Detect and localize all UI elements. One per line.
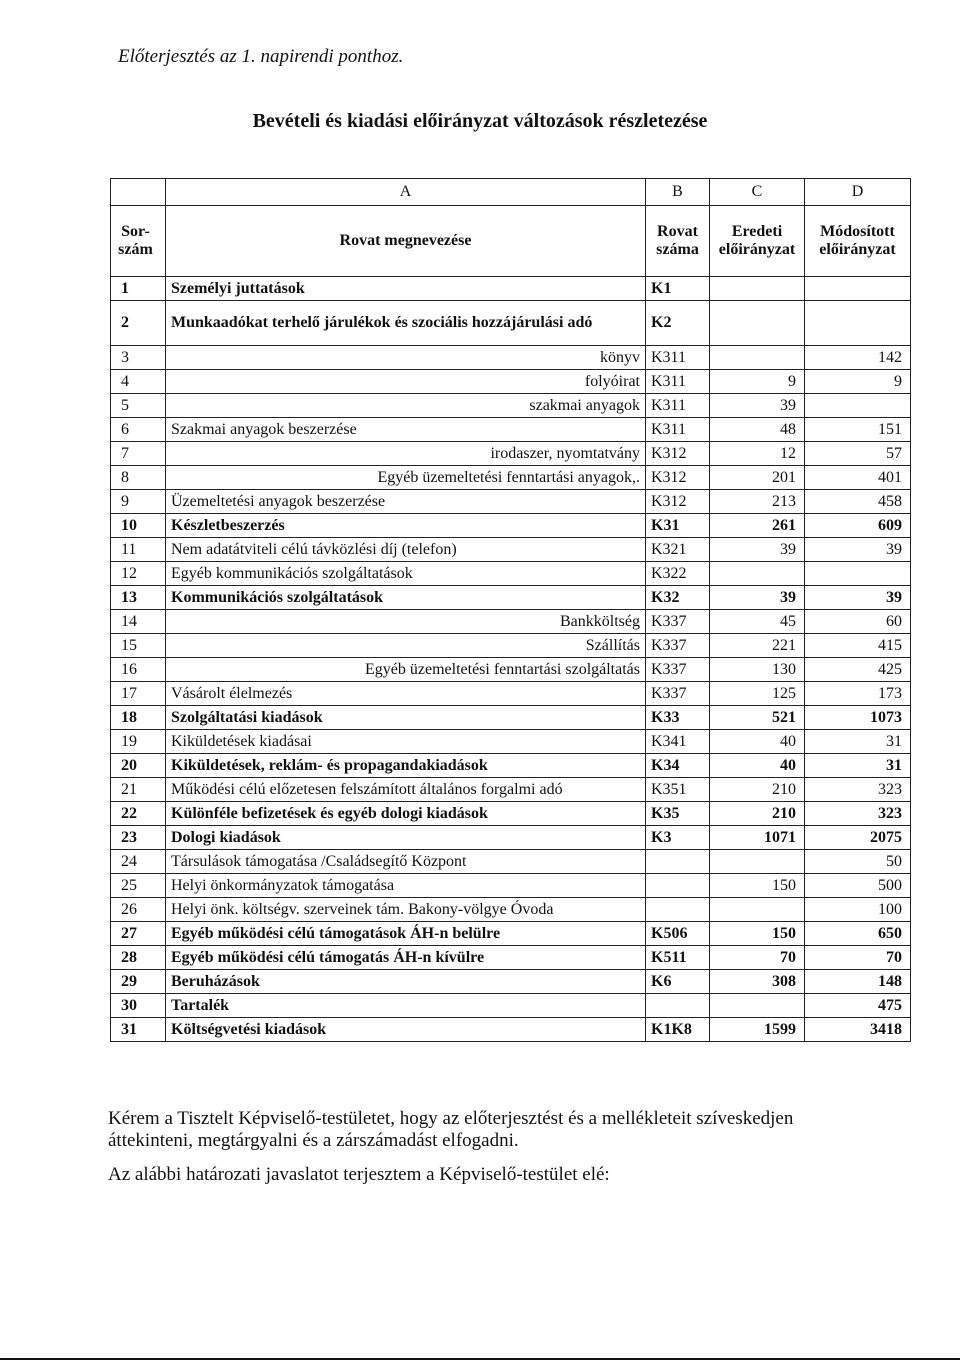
row-modified-value: 31 — [805, 730, 911, 754]
table-row — [111, 514, 911, 538]
row-serial: 12 — [111, 562, 166, 586]
row-modified-value — [805, 277, 911, 301]
row-item-name: szakmai anyagok — [166, 394, 646, 418]
row-original-value: 12 — [710, 442, 805, 466]
table-row — [111, 778, 911, 802]
row-item-code: K311 — [646, 370, 710, 394]
row-serial: 5 — [111, 394, 166, 418]
row-item-name: Kiküldetések kiadásai — [166, 730, 646, 754]
row-item-name: Vásárolt élelmezés — [166, 682, 646, 706]
row-modified-value: 458 — [805, 490, 911, 514]
column-letter: C — [710, 179, 805, 206]
row-item-name: Dologi kiadások — [166, 826, 646, 850]
row-serial: 25 — [111, 874, 166, 898]
row-original-value: 45 — [710, 610, 805, 634]
row-original-value: 521 — [710, 706, 805, 730]
column-letter — [111, 179, 166, 206]
row-item-code: K35 — [646, 802, 710, 826]
row-modified-value: 39 — [805, 586, 911, 610]
row-item-code: K351 — [646, 778, 710, 802]
row-item-name: Szállítás — [166, 634, 646, 658]
row-item-name: Szakmai anyagok beszerzése — [166, 418, 646, 442]
row-original-value: 40 — [710, 730, 805, 754]
row-item-code — [646, 898, 710, 922]
row-item-name: Nem adatátviteli célú távközlési díj (telefon) — [166, 538, 646, 562]
table-row — [111, 490, 911, 514]
row-item-name: irodaszer, nyomtatvány — [166, 442, 646, 466]
row-item-name: Bankköltség — [166, 610, 646, 634]
table-row — [111, 586, 911, 610]
row-serial: 28 — [111, 946, 166, 970]
row-original-value — [710, 562, 805, 586]
table-row — [111, 754, 911, 778]
row-item-code: K2 — [646, 301, 710, 346]
row-original-value: 130 — [710, 658, 805, 682]
row-item-code: K1K8 — [646, 1018, 710, 1042]
row-original-value: 201 — [710, 466, 805, 490]
row-item-name: Helyi önk. költségv. szerveinek tám. Bakony-völgye Óvoda — [166, 898, 646, 922]
row-item-name: Kommunikációs szolgáltatások — [166, 586, 646, 610]
row-modified-value: 323 — [805, 802, 911, 826]
row-modified-value: 415 — [805, 634, 911, 658]
row-modified-value: 39 — [805, 538, 911, 562]
row-item-code: K506 — [646, 922, 710, 946]
table-row — [111, 301, 911, 346]
row-serial: 30 — [111, 994, 166, 1018]
row-item-name: Működési célú előzetesen felszámított általános forgalmi adó — [166, 778, 646, 802]
row-original-value: 261 — [710, 514, 805, 538]
row-item-code: K311 — [646, 418, 710, 442]
row-item-name: Egyéb működési célú támogatás ÁH-n kívülre — [166, 946, 646, 970]
row-serial: 31 — [111, 1018, 166, 1042]
row-original-value: 125 — [710, 682, 805, 706]
row-serial: 6 — [111, 418, 166, 442]
row-modified-value: 148 — [805, 970, 911, 994]
row-serial: 24 — [111, 850, 166, 874]
row-modified-value: 401 — [805, 466, 911, 490]
row-item-name: folyóirat — [166, 370, 646, 394]
row-modified-value: 2075 — [805, 826, 911, 850]
table-body — [111, 277, 911, 1042]
row-item-code: K337 — [646, 658, 710, 682]
row-original-value — [710, 994, 805, 1018]
row-serial: 23 — [111, 826, 166, 850]
row-item-name: Különféle befizetések és egyéb dologi kiadások — [166, 802, 646, 826]
table-row — [111, 1018, 911, 1042]
table-row — [111, 610, 911, 634]
row-modified-value: 70 — [805, 946, 911, 970]
row-item-code: K341 — [646, 730, 710, 754]
row-item-name: Költségvetési kiadások — [166, 1018, 646, 1042]
row-serial: 19 — [111, 730, 166, 754]
row-original-value — [710, 898, 805, 922]
row-modified-value: 609 — [805, 514, 911, 538]
row-modified-value: 151 — [805, 418, 911, 442]
row-modified-value: 1073 — [805, 706, 911, 730]
row-original-value: 9 — [710, 370, 805, 394]
row-serial: 13 — [111, 586, 166, 610]
row-serial: 7 — [111, 442, 166, 466]
row-item-code — [646, 994, 710, 1018]
row-original-value: 48 — [710, 418, 805, 442]
column-letter: D — [805, 179, 911, 206]
table-row — [111, 898, 911, 922]
row-modified-value: 425 — [805, 658, 911, 682]
table-row — [111, 370, 911, 394]
header-note: Előterjesztés az 1. napirendi ponthoz. — [118, 46, 404, 67]
row-item-name: Helyi önkormányzatok támogatása — [166, 874, 646, 898]
table-row — [111, 874, 911, 898]
row-original-value: 308 — [710, 970, 805, 994]
row-item-name: Szolgáltatási kiadások — [166, 706, 646, 730]
row-modified-value: 100 — [805, 898, 911, 922]
row-modified-value: 173 — [805, 682, 911, 706]
row-serial: 16 — [111, 658, 166, 682]
row-item-code: K312 — [646, 466, 710, 490]
row-serial: 27 — [111, 922, 166, 946]
table-row — [111, 538, 911, 562]
budget-table — [110, 178, 911, 1042]
row-modified-value: 60 — [805, 610, 911, 634]
row-item-code: K312 — [646, 490, 710, 514]
row-serial: 26 — [111, 898, 166, 922]
row-serial: 4 — [111, 370, 166, 394]
row-original-value: 150 — [710, 922, 805, 946]
row-modified-value — [805, 301, 911, 346]
table-row — [111, 418, 911, 442]
row-original-value: 40 — [710, 754, 805, 778]
row-item-name: könyv — [166, 346, 646, 370]
table-row — [111, 346, 911, 370]
row-modified-value: 50 — [805, 850, 911, 874]
row-item-code: K337 — [646, 682, 710, 706]
row-modified-value: 475 — [805, 994, 911, 1018]
row-original-value: 39 — [710, 394, 805, 418]
table-row — [111, 922, 911, 946]
row-item-name: Munkaadókat terhelő járulékok és szociális hozzájárulási adó — [166, 301, 646, 346]
row-item-code: K6 — [646, 970, 710, 994]
row-modified-value: 9 — [805, 370, 911, 394]
row-original-value — [710, 301, 805, 346]
row-item-code: K32 — [646, 586, 710, 610]
row-item-code: K322 — [646, 562, 710, 586]
row-item-code: K337 — [646, 610, 710, 634]
table-row — [111, 394, 911, 418]
row-item-name: Egyéb üzemeltetési fenntartási anyagok,. — [166, 466, 646, 490]
row-original-value: 221 — [710, 634, 805, 658]
row-item-name: Egyéb üzemeltetési fenntartási szolgáltatás — [166, 658, 646, 682]
row-item-name: Beruházások — [166, 970, 646, 994]
row-serial: 10 — [111, 514, 166, 538]
table-row — [111, 994, 911, 1018]
table-row — [111, 634, 911, 658]
row-item-name: Egyéb működési célú támogatások ÁH-n belülre — [166, 922, 646, 946]
table-row — [111, 442, 911, 466]
row-modified-value: 3418 — [805, 1018, 911, 1042]
row-modified-value: 323 — [805, 778, 911, 802]
row-serial: 8 — [111, 466, 166, 490]
row-original-value — [710, 850, 805, 874]
document-title: Bevételi és kiadási előirányzat változások részletezése — [252, 110, 708, 132]
row-item-name: Egyéb kommunikációs szolgáltatások — [166, 562, 646, 586]
header-item-name: Rovat megnevezése — [166, 206, 646, 277]
row-item-name: Kiküldetések, reklám- és propagandakiadások — [166, 754, 646, 778]
row-item-code: K311 — [646, 346, 710, 370]
row-serial: 20 — [111, 754, 166, 778]
row-item-code: K3 — [646, 826, 710, 850]
row-original-value: 210 — [710, 802, 805, 826]
row-modified-value — [805, 562, 911, 586]
header-original-appropriation: Eredeti előirányzat — [710, 206, 805, 277]
footer-rule — [0, 1358, 960, 1360]
header-modified-appropriation: Módosított előirányzat — [805, 206, 911, 277]
row-item-code: K511 — [646, 946, 710, 970]
table-row — [111, 730, 911, 754]
closing-request: Kérem a Tisztelt Képviselő-testületet, hogy az előterjesztést és a mellékleteit szíveskedjen áttekinteni, megtárgyalni és a zárszámadást elfogadni. — [108, 1108, 794, 1151]
row-item-name: Személyi juttatások — [166, 277, 646, 301]
row-item-code: K337 — [646, 634, 710, 658]
row-original-value — [710, 277, 805, 301]
row-serial: 2 — [111, 301, 166, 346]
table-row — [111, 706, 911, 730]
row-item-code: K31 — [646, 514, 710, 538]
row-original-value: 70 — [710, 946, 805, 970]
row-serial: 9 — [111, 490, 166, 514]
row-modified-value: 650 — [805, 922, 911, 946]
closing-proposal-intro: Az alábbi határozati javaslatot terjesztem a Képviselő-testület elé: — [108, 1164, 610, 1185]
row-original-value: 213 — [710, 490, 805, 514]
row-original-value: 1599 — [710, 1018, 805, 1042]
row-serial: 14 — [111, 610, 166, 634]
table-row — [111, 466, 911, 490]
table-row — [111, 850, 911, 874]
row-original-value — [710, 346, 805, 370]
row-serial: 17 — [111, 682, 166, 706]
row-item-code — [646, 850, 710, 874]
row-serial: 3 — [111, 346, 166, 370]
row-item-name: Tartalék — [166, 994, 646, 1018]
row-serial: 18 — [111, 706, 166, 730]
row-serial: 15 — [111, 634, 166, 658]
table-row — [111, 970, 911, 994]
row-original-value: 1071 — [710, 826, 805, 850]
row-serial: 22 — [111, 802, 166, 826]
row-original-value: 210 — [710, 778, 805, 802]
row-original-value: 39 — [710, 586, 805, 610]
row-item-code: K34 — [646, 754, 710, 778]
row-modified-value: 57 — [805, 442, 911, 466]
table-row — [111, 658, 911, 682]
header-row — [111, 206, 911, 277]
column-letter-row — [111, 179, 911, 206]
row-original-value: 150 — [710, 874, 805, 898]
row-serial: 11 — [111, 538, 166, 562]
column-letter: A — [166, 179, 646, 206]
row-serial: 21 — [111, 778, 166, 802]
row-original-value: 39 — [710, 538, 805, 562]
table-row — [111, 682, 911, 706]
column-letter: B — [646, 179, 710, 206]
row-item-code: K1 — [646, 277, 710, 301]
row-serial: 29 — [111, 970, 166, 994]
row-modified-value — [805, 394, 911, 418]
row-item-code: K311 — [646, 394, 710, 418]
table-row — [111, 826, 911, 850]
row-item-name: Üzemeltetési anyagok beszerzése — [166, 490, 646, 514]
row-modified-value: 142 — [805, 346, 911, 370]
table-row — [111, 946, 911, 970]
header-item-code: Rovat száma — [646, 206, 710, 277]
header-serial: Sor-szám — [111, 206, 166, 277]
row-item-code — [646, 874, 710, 898]
row-serial: 1 — [111, 277, 166, 301]
row-item-name: Társulások támogatása /Családsegítő Központ — [166, 850, 646, 874]
row-item-code: K321 — [646, 538, 710, 562]
table-row — [111, 802, 911, 826]
row-modified-value: 500 — [805, 874, 911, 898]
row-item-code: K312 — [646, 442, 710, 466]
table-row — [111, 562, 911, 586]
row-item-code: K33 — [646, 706, 710, 730]
row-item-name: Készletbeszerzés — [166, 514, 646, 538]
row-modified-value: 31 — [805, 754, 911, 778]
table-row — [111, 277, 911, 301]
